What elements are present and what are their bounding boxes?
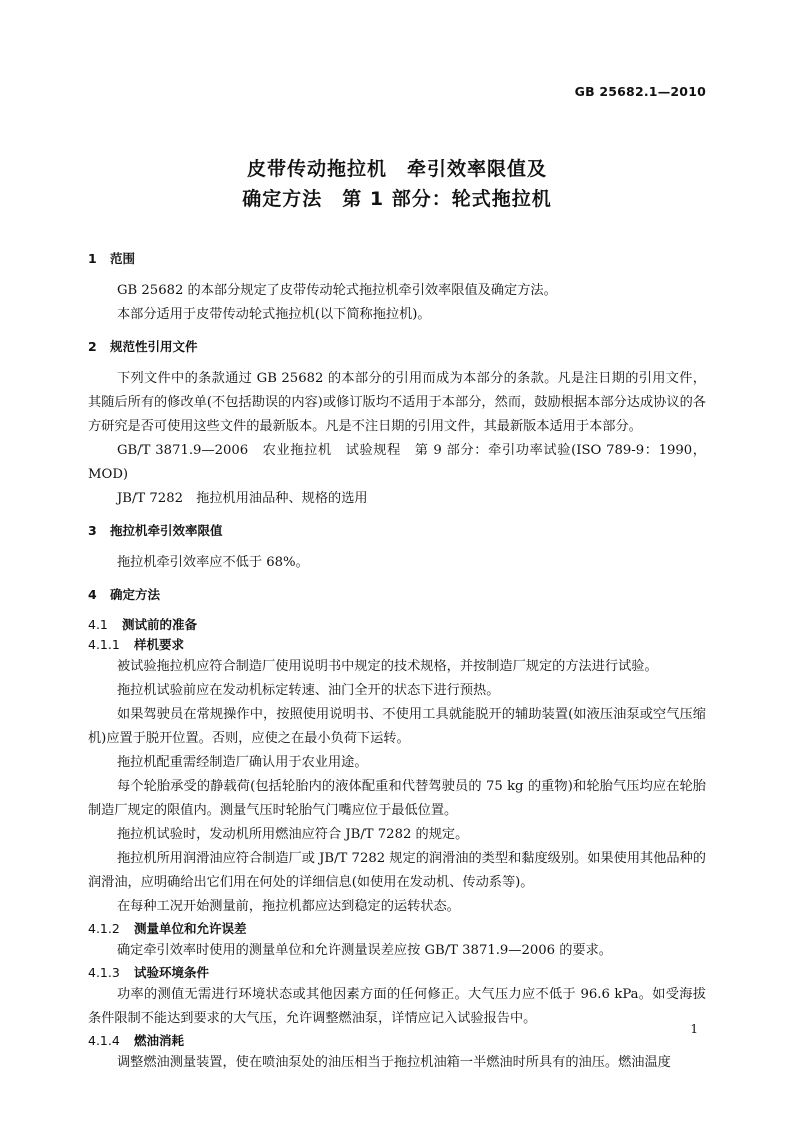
paragraph: 被试验拖拉机应符合制造厂使用说明书中规定的技术规格，并按制造厂规定的方法进行试验。 <box>117 659 658 674</box>
subsection-number: 4.1 <box>88 617 108 632</box>
standard-number: GB 25682.1—2010 <box>574 84 706 99</box>
reference-item: JB/T 7282 拖拉机用油品种、规格的选用 <box>117 491 368 506</box>
section-title: 确定方法 <box>110 587 161 602</box>
subsection-heading <box>88 963 706 983</box>
document-title-line-1: 皮带传动拖拉机 牵引效率限值及 <box>246 158 547 180</box>
section-heading-normative-references <box>88 337 706 357</box>
paragraph: 拖拉机试验前应在发动机标定转速、油门全开的状态下进行预热。 <box>117 683 500 698</box>
page-number: 1 <box>690 1022 698 1036</box>
paragraph: 在每种工况开始测量前，拖拉机都应达到稳定的运转状态。 <box>117 899 460 914</box>
paragraph: 拖拉机试验时，发动机所用燃油应符合 JB/T 7282 的规定。 <box>117 827 469 842</box>
paragraph: 拖拉机配重需经制造厂确认用于农业用途。 <box>117 755 368 770</box>
section-heading-efficiency-limit <box>88 521 706 541</box>
section-number: 4 <box>88 587 97 602</box>
section-number: 1 <box>88 251 97 266</box>
subsection-heading <box>88 919 706 939</box>
subsection-number: 4.1.3 <box>88 965 120 980</box>
subsection-title: 样机要求 <box>134 637 185 652</box>
paragraph: 每个轮胎承受的静载荷(包括轮胎内的液体配重和代替驾驶员的 75 kg 的重物)和轮胎气压均应在轮胎制造厂规定的限值内。测量气压时轮胎气门嘴应位于最低位置。 <box>88 779 706 818</box>
subsection-number: 4.1.4 <box>88 1033 120 1048</box>
document-title-line-2: 确定方法 第 1 部分：轮式拖拉机 <box>242 188 552 210</box>
paragraph: 如果驾驶员在常规操作中，按照使用说明书、不使用工具就能脱开的辅助装置(如液压油泵或空气压缩机)应置于脱开位置。否则，应使之在最小负荷下运转。 <box>88 707 706 746</box>
document-body <box>88 249 706 1075</box>
subsection-title: 试验环境条件 <box>134 965 210 980</box>
paragraph: 调整燃油测量装置，使在喷油泵处的油压相当于拖拉机油箱一半燃油时所具有的油压。燃油温度 <box>117 1055 671 1070</box>
subsection-heading <box>88 1031 706 1051</box>
section-title: 范围 <box>110 251 136 266</box>
paragraph: 拖拉机牵引效率应不低于 68%。 <box>117 555 309 570</box>
subsection-number: 4.1.1 <box>88 637 120 652</box>
reference-item: GB/T 3871.9—2006 农业拖拉机 试验规程 第 9 部分：牵引功率试验(ISO 789-9：1990，MOD) <box>88 443 706 482</box>
paragraph: GB 25682 的本部分规定了皮带传动轮式拖拉机牵引效率限值及确定方法。 <box>117 283 557 298</box>
section-number: 2 <box>88 339 97 354</box>
section-heading-method <box>88 585 706 605</box>
section-number: 3 <box>88 523 97 538</box>
paragraph: 功率的测值无需进行环境状态或其他因素方面的任何修正。大气压力应不低于 96.6 kPa。如受海拔条件限制不能达到要求的大气压，允许调整燃油泵，详情应记入试验报告中。 <box>88 987 706 1026</box>
subsection-title: 燃油消耗 <box>134 1033 185 1048</box>
subsection-heading <box>88 615 706 635</box>
paragraph: 确定牵引效率时使用的测量单位和允许测量误差应按 GB/T 3871.9—2006 的要求。 <box>117 943 612 958</box>
subsection-heading <box>88 635 706 655</box>
subsection-title: 测试前的准备 <box>122 617 198 632</box>
section-heading-scope <box>88 249 706 269</box>
section-title: 拖拉机牵引效率限值 <box>110 523 223 538</box>
paragraph: 拖拉机所用润滑油应符合制造厂或 JB/T 7282 规定的润滑油的类型和黏度级别。如果使用其他品种的润滑油，应明确给出它们用在何处的详细信息(如使用在发动机、传动系等)。 <box>88 851 706 890</box>
paragraph: 本部分适用于皮带传动轮式拖拉机(以下简称拖拉机)。 <box>117 307 431 322</box>
subsection-number: 4.1.2 <box>88 921 120 936</box>
section-title: 规范性引用文件 <box>110 339 198 354</box>
subsection-title: 测量单位和允许误差 <box>134 921 247 936</box>
paragraph: 下列文件中的条款通过 GB 25682 的本部分的引用而成为本部分的条款。凡是注日期的引用文件，其随后所有的修改单(不包括勘误的内容)或修订版均不适用于本部分，然而，鼓励根据本部分达成协议的各方研究是否可使用这些文件的最新版本。凡是不注日期的引用文件，其最新版本适用于本部分。 <box>88 371 706 434</box>
